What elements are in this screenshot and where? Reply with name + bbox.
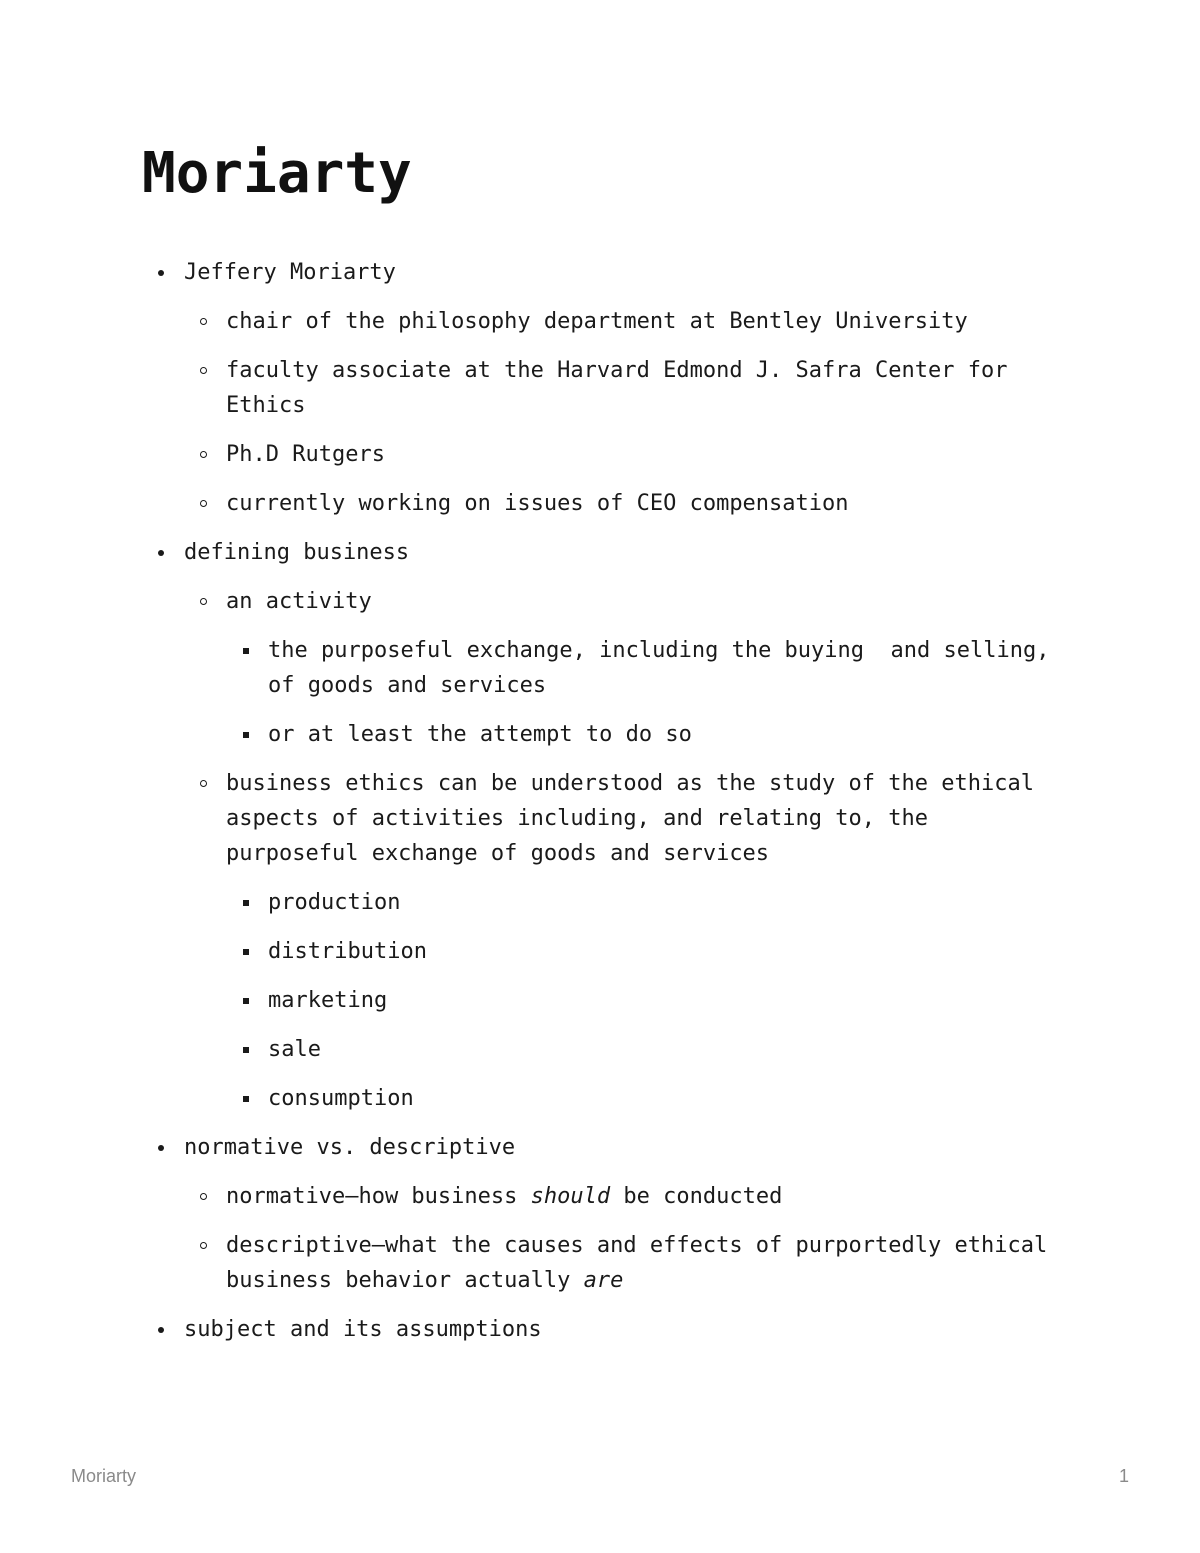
list-item xyxy=(142,535,1062,570)
list-item-text: an activity xyxy=(226,589,372,614)
list-item-text xyxy=(226,1179,1062,1214)
list-item-text: production xyxy=(268,890,401,915)
list-item xyxy=(142,934,1062,969)
list-item xyxy=(142,633,1062,703)
square-bullet-icon xyxy=(243,998,249,1004)
list-item-text: sale xyxy=(268,1037,321,1062)
hollow-circle-bullet-icon xyxy=(200,780,207,787)
list-item xyxy=(142,353,1062,423)
list-item-text: marketing xyxy=(268,988,388,1013)
list-item xyxy=(142,1130,1062,1165)
list-item-text: Ph.D Rutgers xyxy=(226,442,385,467)
filled-circle-bullet-icon xyxy=(158,550,164,556)
list-item-text: or at least the attempt to do so xyxy=(268,722,692,747)
list-item-text-part: normative—how business xyxy=(226,1184,531,1209)
list-item xyxy=(142,1312,1062,1347)
list-item xyxy=(142,717,1062,752)
list-item xyxy=(142,486,1062,521)
list-item xyxy=(142,584,1062,619)
square-bullet-icon xyxy=(243,949,249,955)
list-item-text-part: be conducted xyxy=(610,1184,783,1209)
list-item xyxy=(142,983,1062,1018)
footer-document-title: Moriarty xyxy=(71,1466,137,1486)
outline-list xyxy=(142,255,1062,1347)
hollow-circle-bullet-icon xyxy=(200,598,207,605)
list-item xyxy=(142,304,1062,339)
filled-circle-bullet-icon xyxy=(158,270,164,276)
list-item-text xyxy=(226,1228,1062,1298)
square-bullet-icon xyxy=(243,1096,249,1102)
hollow-circle-bullet-icon xyxy=(200,1242,207,1249)
hollow-circle-bullet-icon xyxy=(200,451,207,458)
list-item xyxy=(142,1228,1062,1298)
list-item xyxy=(142,1032,1062,1067)
emphasized-word: are xyxy=(583,1268,624,1293)
list-item xyxy=(142,885,1062,920)
hollow-circle-bullet-icon xyxy=(200,1193,207,1200)
list-item-text: faculty associate at the Harvard Edmond J. Safra Center for Ethics xyxy=(226,358,1008,418)
list-item-text: chair of the philosophy department at Bentley University xyxy=(226,309,968,334)
hollow-circle-bullet-icon xyxy=(200,367,207,374)
list-item-text: business ethics can be understood as the study of the ethical aspects of activities including, and relating to, the purposeful exchange of goods and services xyxy=(226,771,1034,866)
list-item-text: the purposeful exchange, including the buying and selling, of goods and services xyxy=(268,638,1063,698)
hollow-circle-bullet-icon xyxy=(200,318,207,325)
list-item-text: subject and its assumptions xyxy=(184,1317,542,1342)
filled-circle-bullet-icon xyxy=(158,1145,164,1151)
list-item xyxy=(142,1179,1062,1214)
list-item xyxy=(142,255,1062,290)
list-item xyxy=(142,1081,1062,1116)
footer-page-number: 1 xyxy=(1118,1466,1129,1486)
square-bullet-icon xyxy=(243,1047,249,1053)
emphasized-word: should xyxy=(530,1184,611,1209)
list-item xyxy=(142,437,1062,472)
square-bullet-icon xyxy=(243,900,249,906)
square-bullet-icon xyxy=(243,732,249,738)
filled-circle-bullet-icon xyxy=(158,1327,164,1333)
list-item-text: normative vs. descriptive xyxy=(184,1135,516,1160)
list-item xyxy=(142,766,1062,871)
list-item-text: consumption xyxy=(268,1086,414,1111)
page-title: Moriarty xyxy=(142,141,412,206)
list-item-text-part: descriptive—what the causes and effects of purportedly ethical business behavior actually xyxy=(226,1233,1048,1293)
list-item-text: distribution xyxy=(268,939,427,964)
square-bullet-icon xyxy=(243,648,249,654)
list-item-text: defining business xyxy=(184,540,410,565)
list-item-text: Jeffery Moriarty xyxy=(184,260,396,285)
hollow-circle-bullet-icon xyxy=(200,500,207,507)
outline xyxy=(142,255,1062,1361)
list-item-text: currently working on issues of CEO compensation xyxy=(226,491,849,516)
